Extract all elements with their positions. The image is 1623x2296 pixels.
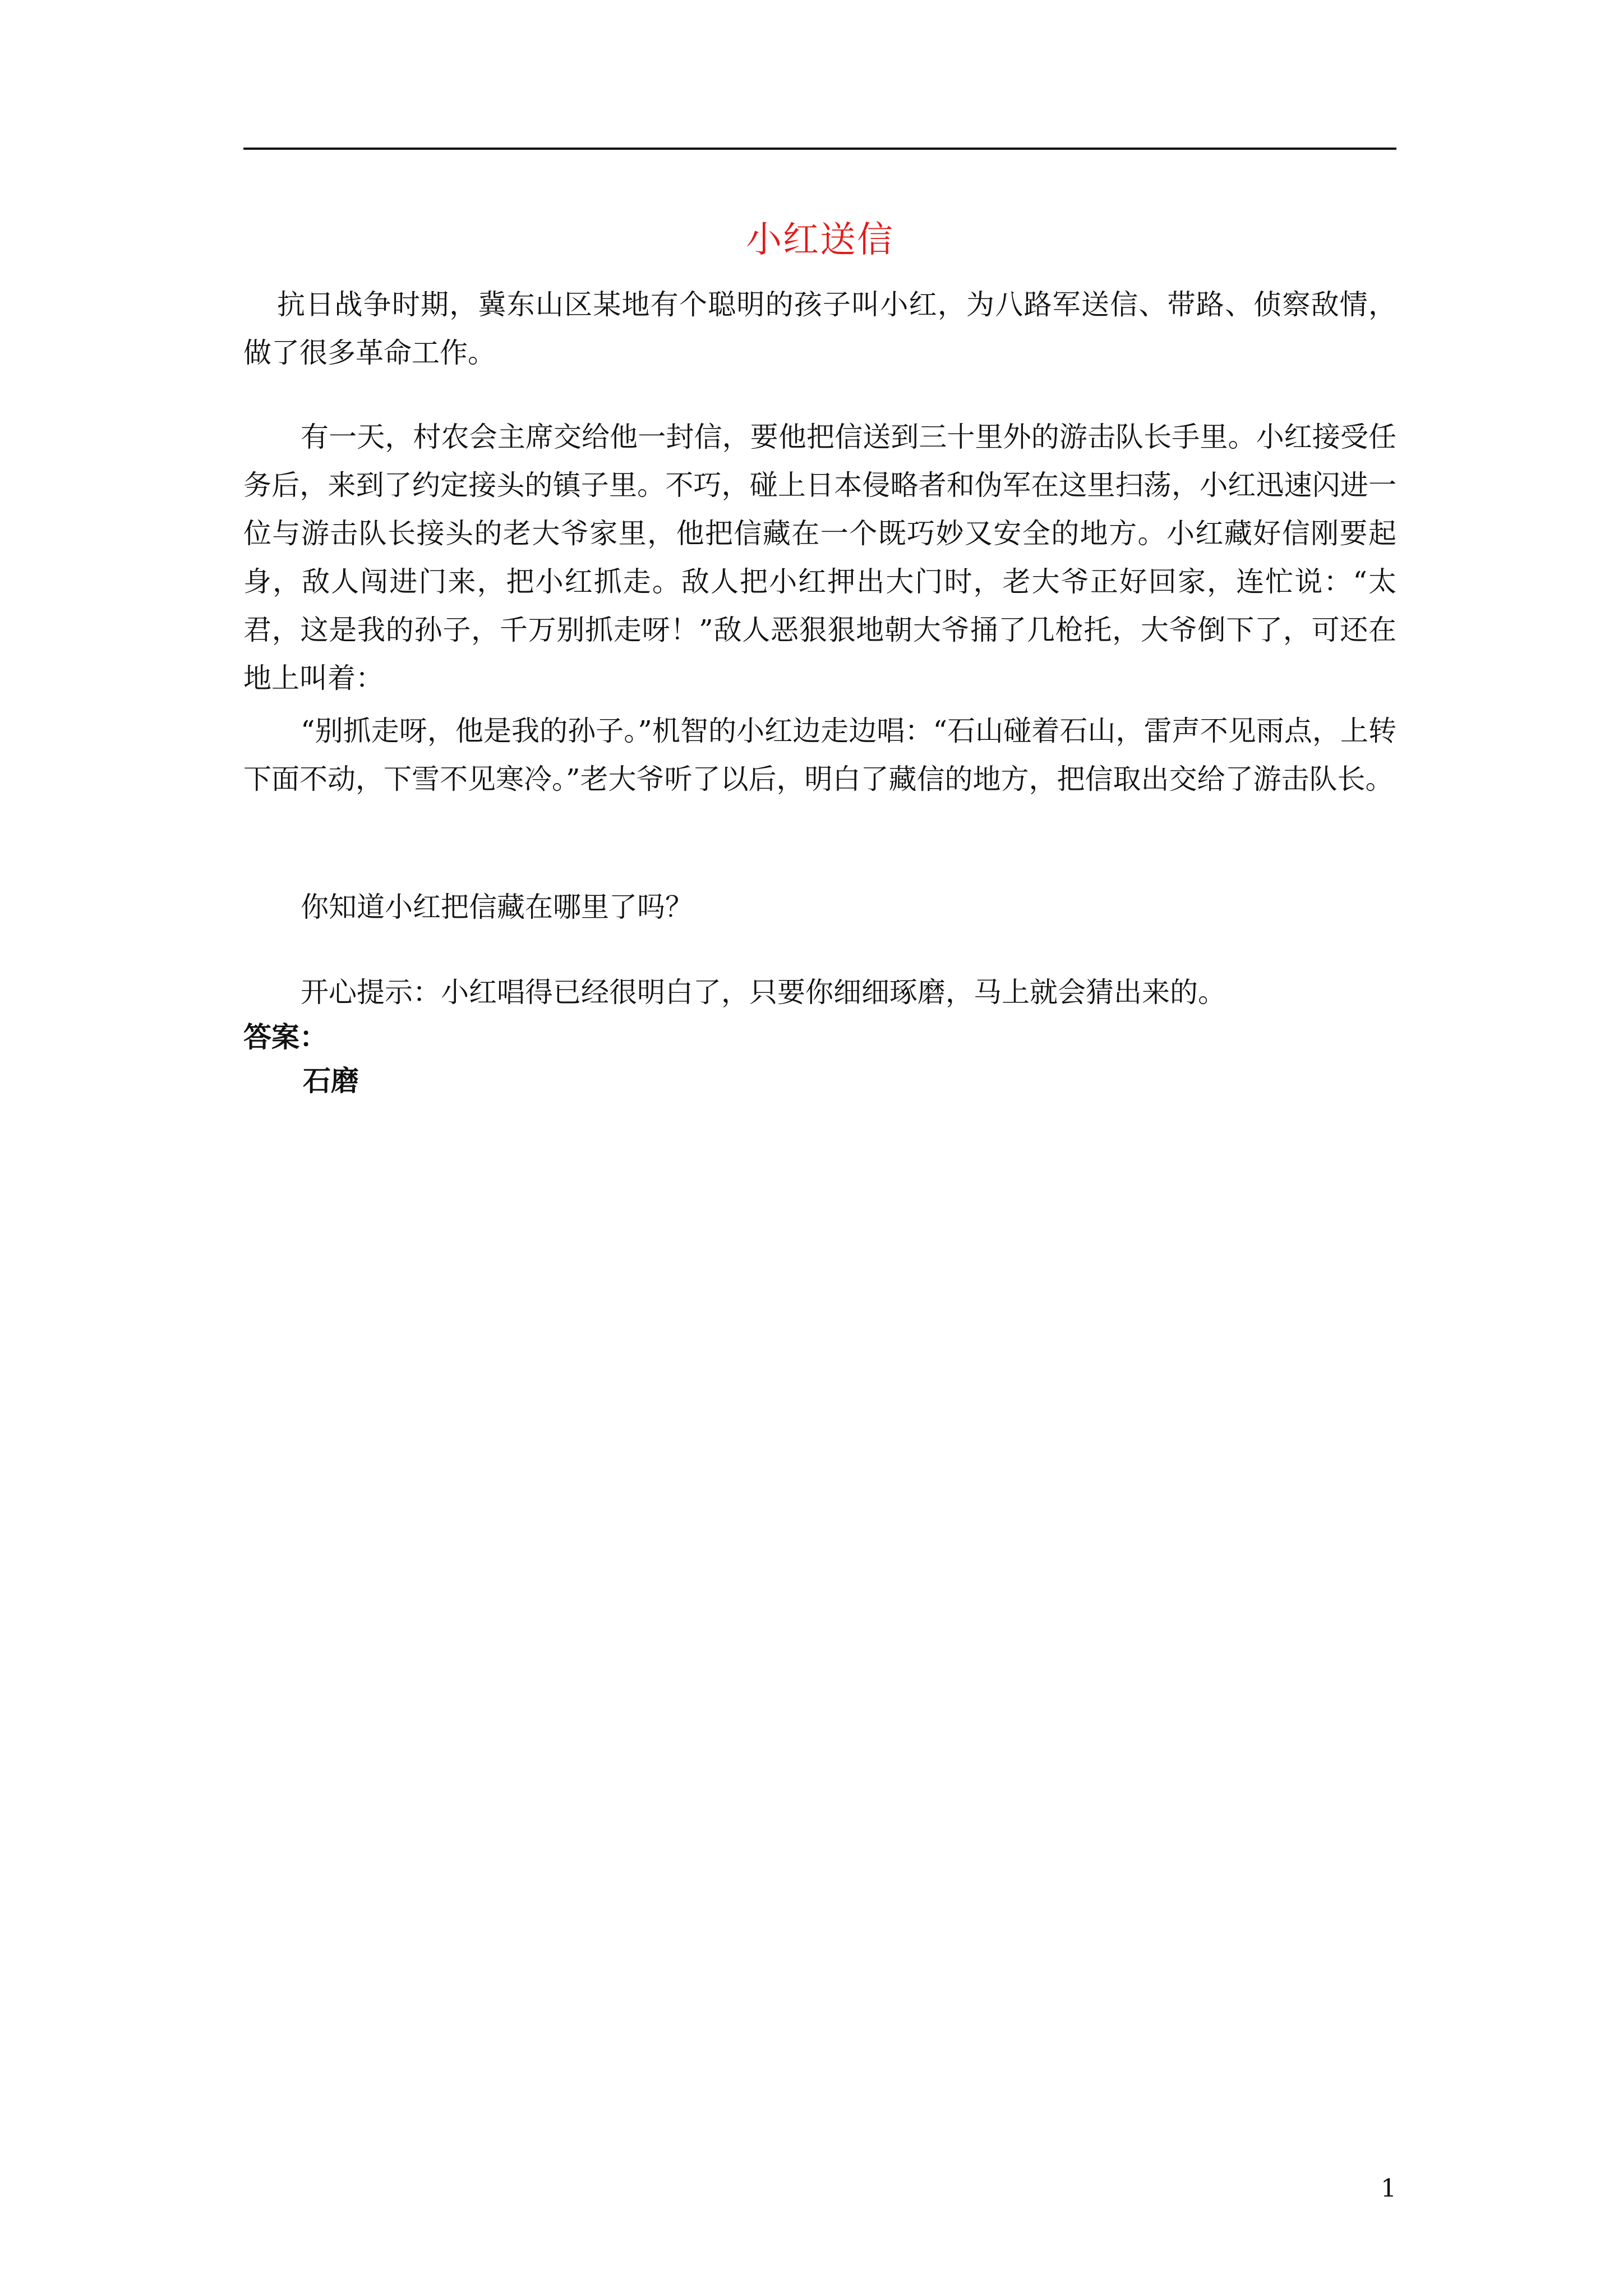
answer-value: 石磨 <box>303 1064 359 1097</box>
paragraph-story: 有一天，村农会主席交给他一封信，要他把信送到三十里外的游击队长手里。小红接受任务后，来到了约定接头的镇子里。不巧，碰上日本侵略者和伪军在这里扫荡，小红迅速闪进一位与游击队长接头的老大爷家里，他把信藏在一个既巧妙又安全的地方。小红藏好信刚要起身，敌人闯进门来，把小红抓走。敌人把小红押出大门时，老大爷正好回家，连忙说：“太君，这是我的孙子，千万别抓走呀！”敌人恶狠狠地朝大爷捅了几枪托，大爷倒下了，可还在地上叫着： <box>243 421 1396 694</box>
paragraph-question: 你知道小红把信藏在哪里了吗？ <box>301 891 693 923</box>
paragraph-intro: 抗日战争时期，冀东山区某地有个聪明的孩子叫小红，为八路军送信、带路、侦察敌情，做了很多革命工作。 <box>243 288 1396 369</box>
paragraph-hint: 开心提示：小红唱得已经很明白了，只要你细细琢磨，马上就会猜出来的。 <box>301 976 1226 1009</box>
paragraph-riddle: “别抓走呀，他是我的孙子。”机智的小红边走边唱：“石山碰着石山，雷声不见雨点，上转下面不动，下雪不见寒冷。”老大爷听了以后，明白了藏信的地方，把信取出交给了游击队长。 <box>243 715 1396 795</box>
document-title: 小红送信 <box>746 219 894 261</box>
header-rule <box>243 148 1396 150</box>
page-number: 1 <box>1381 2174 1396 2203</box>
answer-label: 答案： <box>243 1020 328 1053</box>
